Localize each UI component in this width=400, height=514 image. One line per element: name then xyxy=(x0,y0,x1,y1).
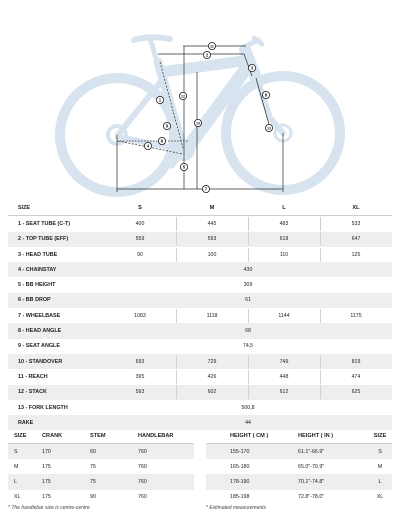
geometry-row xyxy=(8,216,392,231)
geometry-value: 1083 xyxy=(134,312,146,319)
rider-row xyxy=(206,459,392,474)
geometry-row-label: 1 - SEAT TUBE (C-T) xyxy=(18,220,71,227)
rider-height-in: 65.0"-70.9" xyxy=(298,463,325,470)
geometry-row xyxy=(8,247,392,262)
marker-13: 13 xyxy=(267,126,271,131)
geometry-row xyxy=(8,385,392,400)
rider-size: S xyxy=(378,448,382,455)
rider-height-cm: 165-180 xyxy=(230,463,250,470)
geometry-value: 100 xyxy=(176,252,248,258)
rider-row xyxy=(206,474,392,489)
rider-row xyxy=(206,490,392,505)
geometry-row-label: 2 - TOP TUBE (EFF) xyxy=(18,236,69,243)
rider-row xyxy=(206,444,392,459)
geometry-row xyxy=(8,232,392,247)
geometry-value: 125 xyxy=(320,252,392,258)
marker-8: 8 xyxy=(264,92,268,98)
component-sizes-table xyxy=(8,428,194,505)
geometry-value: 400 xyxy=(135,220,145,227)
geometry-header-size-m: M xyxy=(209,205,215,212)
geometry-row-label: 11 - REACH xyxy=(18,373,48,380)
rider-height-in: 72.8"-78.0" xyxy=(298,494,325,501)
rider-height-cm: 178-190 xyxy=(230,478,250,485)
marker-11: 11 xyxy=(210,44,214,49)
marker-1: 1 xyxy=(158,97,162,103)
geometry-row xyxy=(8,308,392,323)
rider-height-table xyxy=(206,428,392,505)
geometry-value: 1144 xyxy=(248,313,320,319)
geometry-value-all-sizes: 430 xyxy=(243,266,253,273)
geometry-row-label: 10 - STANDOVER xyxy=(18,358,63,365)
estimate-footnote: * Estimated measurements xyxy=(206,505,267,511)
geometry-value: 593 xyxy=(135,389,145,396)
component-handlebar: 760 xyxy=(138,448,147,455)
rider-header-size: SIZE xyxy=(373,432,387,439)
geometry-value: 448 xyxy=(248,374,320,380)
geometry-value: 90 xyxy=(137,251,143,258)
geometry-value: 110 xyxy=(248,252,320,258)
rider-header-cm: HEIGHT ( CM ) xyxy=(230,432,269,439)
geometry-value: 533 xyxy=(320,221,392,227)
geometry-value: 445 xyxy=(176,221,248,227)
geometry-row-label: 6 - BB DROP xyxy=(18,297,51,304)
component-header-size: SIZE xyxy=(14,432,27,439)
geometry-row xyxy=(8,339,392,354)
geometry-row-label: RAKE xyxy=(18,419,34,426)
geometry-value: 729 xyxy=(176,359,248,365)
geometry-value: 474 xyxy=(320,374,392,380)
geometry-value-all-sizes: 68 xyxy=(245,328,251,335)
rider-header-in: HEIGHT ( IN ) xyxy=(298,432,334,439)
geometry-value: 693 xyxy=(135,358,145,365)
rider-size: XL xyxy=(376,494,384,501)
rider-height-cm: 185-198 xyxy=(230,494,250,501)
geometry-row-label: 13 - FORK LENGTH xyxy=(18,404,68,411)
geometry-row-label: 9 - SEAT ANGLE xyxy=(18,343,60,350)
rider-height-in: 61.1"-66.9" xyxy=(298,448,325,455)
rider-size: L xyxy=(378,478,382,485)
component-crank: 170 xyxy=(42,448,51,455)
component-stem: 75 xyxy=(90,478,96,485)
geometry-value: 1118 xyxy=(176,313,248,319)
marker-10: 10 xyxy=(196,121,200,126)
geometry-value-all-sizes: 500,8 xyxy=(241,404,255,411)
rider-header-row xyxy=(206,428,392,444)
component-header-stem: STEM xyxy=(90,432,106,439)
top-tube xyxy=(162,60,250,72)
bike-silhouette xyxy=(60,37,340,192)
geometry-row xyxy=(8,400,392,415)
marker-9: 9 xyxy=(165,123,169,129)
component-stem: 60 xyxy=(90,448,96,455)
component-row xyxy=(8,474,194,489)
component-crank: 175 xyxy=(42,478,51,485)
component-header-row xyxy=(8,428,194,444)
component-size: M xyxy=(14,463,19,470)
geometry-header-size: SIZE xyxy=(18,205,30,212)
geometry-row-label: 8 - HEAD ANGLE xyxy=(18,328,62,335)
component-row xyxy=(8,444,194,459)
geometry-value: 483 xyxy=(248,221,320,227)
component-handlebar: 760 xyxy=(138,494,147,501)
geometry-row-label: 3 - HEAD TUBE xyxy=(18,251,58,258)
geometry-row xyxy=(8,293,392,308)
geometry-row xyxy=(8,277,392,292)
component-row xyxy=(8,459,194,474)
geometry-value: 1175 xyxy=(320,313,392,319)
geometry-value: 749 xyxy=(248,359,320,365)
marker-3: 3 xyxy=(250,65,254,71)
component-header-crank: CRANK xyxy=(42,432,63,439)
geometry-row-label: 12 - STACK xyxy=(18,389,47,396)
saddle xyxy=(134,37,170,40)
marker-2: 2 xyxy=(205,52,209,58)
geometry-value: 602 xyxy=(176,389,248,395)
marker-7: 7 xyxy=(204,186,208,192)
marker-5: 5 xyxy=(182,164,186,170)
geometry-value: 647 xyxy=(320,236,392,242)
bike-geometry-diagram xyxy=(0,0,400,200)
handlebar-footnote: * The handlebar size is centre-centre xyxy=(8,505,90,511)
marker-4: 4 xyxy=(146,143,150,149)
component-size: XL xyxy=(14,494,21,501)
component-crank: 175 xyxy=(42,494,51,501)
geometry-value-all-sizes: 74,5 xyxy=(242,343,254,350)
geometry-header-size-xl: XL xyxy=(352,205,360,212)
geometry-value: 612 xyxy=(248,389,320,395)
geometry-value: 395 xyxy=(135,373,145,380)
geometry-value: 559 xyxy=(135,236,145,243)
geometry-value-all-sizes: 61 xyxy=(245,297,251,304)
geometry-row xyxy=(8,369,392,384)
geometry-row xyxy=(8,323,392,338)
geometry-header-size-s: S xyxy=(138,205,142,212)
component-handlebar: 760 xyxy=(138,463,147,470)
component-size: L xyxy=(14,478,17,485)
geometry-value: 625 xyxy=(320,389,392,395)
component-stem: 75 xyxy=(90,463,96,470)
geometry-header-size-l: L xyxy=(282,205,286,212)
component-crank: 175 xyxy=(42,463,51,470)
geometry-table xyxy=(8,201,392,430)
geometry-value: 618 xyxy=(248,236,320,242)
geometry-row xyxy=(8,262,392,277)
component-stem: 90 xyxy=(90,494,96,501)
geometry-value: 593 xyxy=(176,236,248,242)
geometry-header-row xyxy=(8,201,392,216)
geometry-row xyxy=(8,354,392,369)
component-size: S xyxy=(14,448,18,455)
marker-6: 6 xyxy=(160,138,164,144)
geometry-row-label: 4 - CHAINSTAY xyxy=(18,266,57,273)
geometry-value-all-sizes: 44 xyxy=(245,419,251,426)
down-tube xyxy=(186,66,248,150)
marker-12: 12 xyxy=(181,94,185,99)
rider-height-in: 70.1"-74.8" xyxy=(298,478,325,485)
geometry-value: 426 xyxy=(176,374,248,380)
rider-size: M xyxy=(377,463,383,470)
geometry-value: 819 xyxy=(320,359,392,365)
geometry-value-all-sizes: 309 xyxy=(243,282,253,289)
component-row xyxy=(8,490,194,505)
rider-height-cm: 155-170 xyxy=(230,448,250,455)
component-header-handlebar: HANDLEBAR xyxy=(138,432,174,439)
geometry-row-label: 5 - BB HEIGHT xyxy=(18,282,56,289)
component-handlebar: 760 xyxy=(138,478,147,485)
geometry-row-label: 7 - WHEELBASE xyxy=(18,312,61,319)
